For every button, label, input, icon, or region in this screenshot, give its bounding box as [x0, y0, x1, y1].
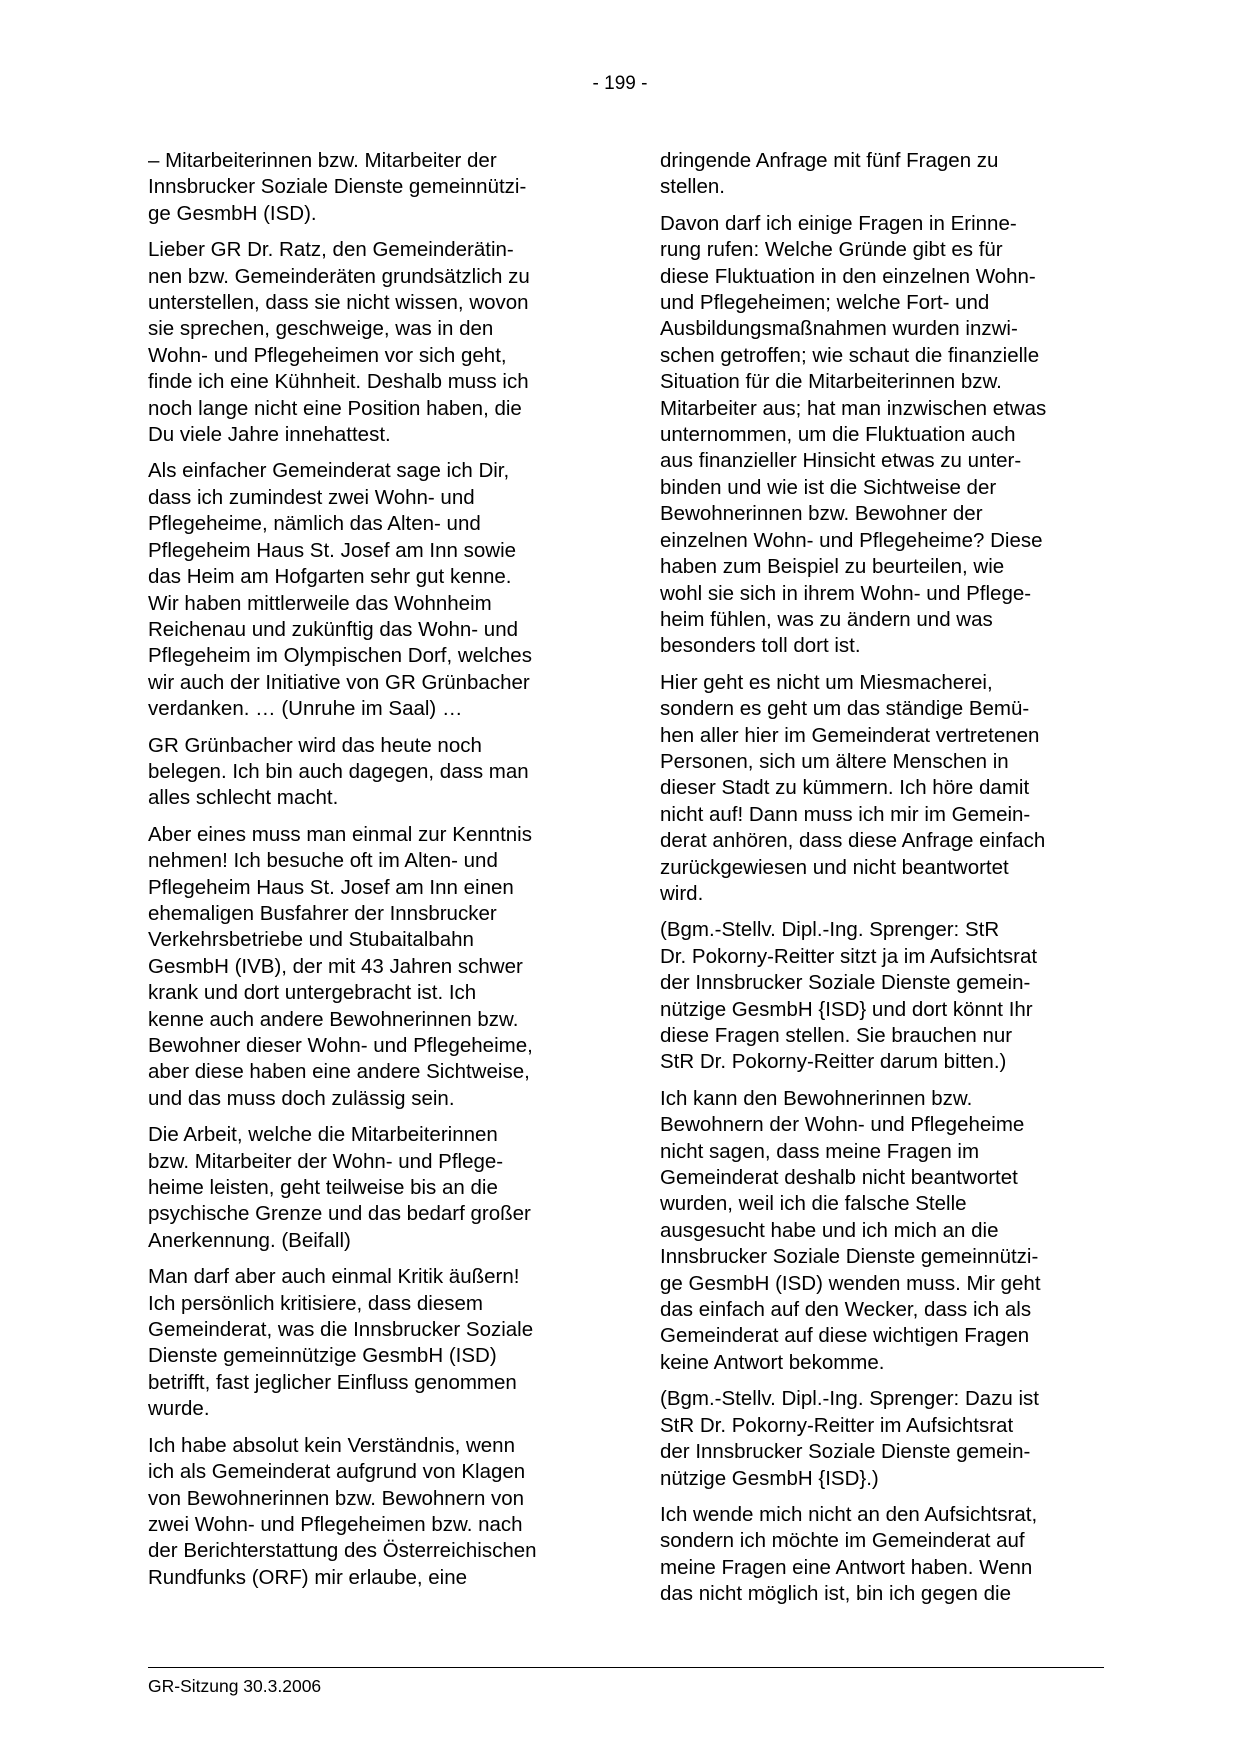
text-line: Anerkennung. (Beifall)	[148, 1228, 351, 1252]
text-line: stellen.	[660, 175, 725, 199]
text-line: bzw. Mitarbeiter der Wohn- und Pflege-	[148, 1149, 504, 1173]
text-line: Ich habe absolut kein Verständnis, wenn	[148, 1433, 515, 1457]
text-line: – Mitarbeiterinnen bzw. Mitarbeiter der	[148, 149, 497, 172]
left-column	[148, 148, 588, 1601]
paragraph	[148, 148, 588, 227]
text-line: rung rufen: Welche Gründe gibt es für	[660, 238, 1003, 262]
text-line: krank und dort untergebracht ist. Ich	[148, 981, 477, 1005]
text-line: diese Fragen stellen. Sie brauchen nur	[660, 1024, 1013, 1047]
text-line: GesmbH (IVB), der mit 43 Jahren schwer	[148, 954, 523, 978]
text-line: sondern ich möchte im Gemeinderat auf	[660, 1529, 1025, 1553]
paragraph	[148, 458, 588, 722]
text-line: nicht sagen, dass meine Fragen im	[660, 1139, 980, 1163]
text-line: unternommen, um die Fluktuation auch	[660, 423, 1016, 447]
text-line: Mitarbeiter aus; hat man inzwischen etwas	[660, 396, 1047, 420]
text-line: Die Arbeit, welche die Mitarbeiterinnen	[148, 1123, 498, 1147]
text-line: das nicht möglich ist, bin ich gegen die	[660, 1582, 1011, 1606]
text-line: einzelnen Wohn- und Pflegeheime? Diese	[660, 528, 1043, 552]
text-line: Lieber GR Dr. Ratz, den Gemeinderätin-	[148, 238, 514, 262]
text-line: dieser Stadt zu kümmern. Ich höre damit	[660, 776, 1030, 800]
right-column	[660, 148, 1100, 1618]
paragraph	[660, 1086, 1100, 1376]
text-line: ehemaligen Busfahrer der Innsbrucker	[148, 901, 497, 925]
text-line: nützige GesmbH {ISD}.)	[660, 1466, 879, 1490]
text-line: Davon darf ich einige Fragen in Erinne-	[660, 211, 1017, 235]
text-line: alles schlecht macht.	[148, 786, 339, 810]
paragraph	[660, 1386, 1100, 1492]
text-line: nützige GesmbH {ISD} und dort könnt Ihr	[660, 997, 1033, 1021]
text-line: hen aller hier im Gemeinderat vertretenen	[660, 723, 1040, 747]
text-line: nehmen! Ich besuche oft im Alten- und	[148, 849, 498, 873]
text-line: dass ich zumindest zwei Wohn- und	[148, 485, 475, 509]
text-line: Ausbildungsmaßnahmen wurden inzwi-	[660, 317, 1018, 341]
text-line: und Pflegeheimen; welche Fort- und	[660, 291, 990, 315]
text-line: Aber eines muss man einmal zur Kenntnis	[148, 822, 532, 846]
text-line: das einfach auf den Wecker, dass ich als	[660, 1298, 1032, 1322]
text-line: Pflegeheim im Olympischen Dorf, welches	[148, 644, 532, 668]
text-line: GR Grünbacher wird das heute noch	[148, 733, 482, 757]
text-line: heim fühlen, was zu ändern und was	[660, 607, 993, 631]
paragraph	[660, 148, 1100, 201]
paragraph	[148, 1122, 588, 1254]
text-line: Hier geht es nicht um Miesmacherei,	[660, 670, 993, 694]
text-line: nen bzw. Gemeinderäten grundsätzlich zu	[148, 264, 530, 288]
text-line: der Innsbrucker Soziale Dienste gemein-	[660, 1440, 1031, 1464]
text-line: zurückgewiesen und nicht beantwortet	[660, 855, 1009, 879]
text-line: schen getroffen; wie schaut die finanzielle	[660, 343, 1040, 367]
paragraph	[660, 211, 1100, 660]
text-line: binden und wie ist die Sichtweise der	[660, 475, 997, 499]
text-line: Gemeinderat auf diese wichtigen Fragen	[660, 1324, 1030, 1348]
text-line: zwei Wohn- und Pflegeheimen bzw. nach	[148, 1512, 523, 1536]
text-line: Gemeinderat, was die Innsbrucker Soziale	[148, 1318, 534, 1342]
text-line: aber diese haben eine andere Sichtweise,	[148, 1060, 530, 1084]
text-line: Gemeinderat deshalb nicht beantwortet	[660, 1166, 1018, 1190]
footer-session-date: GR-Sitzung 30.3.2006	[148, 1676, 322, 1696]
text-line: Dr. Pokorny-Reitter sitzt ja im Aufsichtsrat	[660, 944, 1038, 968]
text-line: kenne auch andere Bewohnerinnen bzw.	[148, 1007, 519, 1031]
text-line: dringende Anfrage mit fünf Fragen zu	[660, 149, 999, 172]
text-line: Als einfacher Gemeinderat sage ich Dir,	[148, 459, 510, 483]
text-line: unterstellen, dass sie nicht wissen, wovon	[148, 291, 529, 315]
text-line: und das muss doch zulässig sein.	[148, 1086, 455, 1110]
text-line: wurde.	[148, 1397, 210, 1421]
text-line: (Bgm.-Stellv. Dipl.-Ing. Sprenger: Dazu ist	[660, 1387, 1039, 1411]
text-line: sie sprechen, geschweige, was in den	[148, 317, 494, 341]
text-line: Du viele Jahre innehattest.	[148, 423, 391, 447]
text-line: belegen. Ich bin auch dagegen, dass man	[148, 759, 529, 783]
text-line: der Berichterstattung des Österreichischen	[148, 1539, 537, 1563]
text-line: wir auch der Initiative von GR Grünbacher	[148, 670, 530, 694]
text-line: der Innsbrucker Soziale Dienste gemein-	[660, 971, 1031, 995]
text-line: sondern es geht um das ständige Bemü-	[660, 697, 1030, 721]
text-line: Ich persönlich kritisiere, dass diesem	[148, 1291, 483, 1315]
text-line: das Heim am Hofgarten sehr gut kenne.	[148, 565, 512, 589]
text-line: Pflegeheime, nämlich das Alten- und	[148, 512, 481, 536]
text-line: Situation für die Mitarbeiterinnen bzw.	[660, 370, 1002, 394]
text-line: Wir haben mittlerweile das Wohnheim	[148, 591, 492, 615]
text-line: wird.	[660, 881, 704, 905]
text-line: wurden, weil ich die falsche Stelle	[660, 1192, 967, 1216]
text-line: Personen, sich um ältere Menschen in	[660, 749, 1009, 773]
paragraph	[148, 237, 588, 448]
text-line: noch lange nicht eine Position haben, die	[148, 396, 522, 420]
paragraph	[148, 1264, 588, 1422]
paragraph	[660, 917, 1100, 1075]
text-line: Wohn- und Pflegeheimen vor sich geht,	[148, 343, 507, 367]
text-line: Dienste gemeinnützige GesmbH (ISD)	[148, 1344, 497, 1368]
text-line: Ich kann den Bewohnerinnen bzw.	[660, 1086, 973, 1110]
text-line: Bewohnern der Wohn- und Pflegeheime	[660, 1113, 1025, 1137]
text-line: Pflegeheim Haus St. Josef am Inn sowie	[148, 538, 517, 562]
text-line: keine Antwort bekomme.	[660, 1350, 885, 1374]
text-line: meine Fragen eine Antwort haben. Wenn	[660, 1555, 1033, 1579]
text-line: finde ich eine Kühnheit. Deshalb muss ich	[148, 370, 529, 394]
text-line: wohl sie sich in ihrem Wohn- und Pflege-	[660, 581, 1032, 605]
text-line: ge GesmbH (ISD) wenden muss. Mir geht	[660, 1271, 1041, 1295]
text-line: Innsbrucker Soziale Dienste gemeinnützi-	[660, 1245, 1039, 1269]
text-line: haben zum Beispiel zu beurteilen, wie	[660, 555, 1005, 579]
paragraph	[148, 733, 588, 812]
page-number: - 199 -	[592, 73, 648, 94]
text-line: Pflegeheim Haus St. Josef am Inn einen	[148, 875, 514, 899]
text-line: ausgesucht habe und ich mich an die	[660, 1218, 999, 1242]
text-line: Man darf aber auch einmal Kritik äußern!	[148, 1265, 520, 1289]
text-line: Rundfunks (ORF) mir erlaube, eine	[148, 1565, 468, 1589]
paragraph	[148, 822, 588, 1112]
text-line: Reichenau und zukünftig das Wohn- und	[148, 617, 519, 641]
text-line: von Bewohnerinnen bzw. Bewohnern von	[148, 1486, 525, 1510]
text-line: Bewohnerinnen bzw. Bewohner der	[660, 502, 983, 526]
text-line: diese Fluktuation in den einzelnen Wohn-	[660, 264, 1036, 288]
text-line: ich als Gemeinderat aufgrund von Klagen	[148, 1460, 526, 1484]
paragraph	[660, 670, 1100, 908]
text-line: StR Dr. Pokorny-Reitter im Aufsichtsrat	[660, 1413, 1014, 1437]
text-line: nicht auf! Dann muss ich mir im Gemein-	[660, 802, 1031, 826]
text-line: betrifft, fast jeglicher Einfluss genommen	[148, 1370, 517, 1394]
text-line: StR Dr. Pokorny-Reitter darum bitten.)	[660, 1050, 1007, 1074]
text-line: aus finanzieller Hinsicht etwas zu unter-	[660, 449, 1022, 473]
paragraph	[148, 1433, 588, 1591]
text-line: heime leisten, geht teilweise bis an die	[148, 1176, 498, 1200]
text-line: derat anhören, dass diese Anfrage einfach	[660, 829, 1046, 853]
text-line: (Bgm.-Stellv. Dipl.-Ing. Sprenger: StR	[660, 918, 1000, 942]
footer-divider	[148, 1667, 1104, 1668]
paragraph	[660, 1502, 1100, 1608]
text-line: Verkehrsbetriebe und Stubaitalbahn	[148, 928, 474, 952]
text-line: Ich wende mich nicht an den Aufsichtsrat,	[660, 1502, 1038, 1526]
text-line: ge GesmbH (ISD).	[148, 201, 317, 225]
text-line: Bewohner dieser Wohn- und Pflegeheime,	[148, 1034, 533, 1057]
text-line: psychische Grenze und das bedarf großer	[148, 1202, 531, 1226]
text-line: verdanken. … (Unruhe im Saal) …	[148, 697, 463, 721]
text-line: Innsbrucker Soziale Dienste gemeinnützi-	[148, 175, 527, 199]
text-line: besonders toll dort ist.	[660, 634, 861, 658]
